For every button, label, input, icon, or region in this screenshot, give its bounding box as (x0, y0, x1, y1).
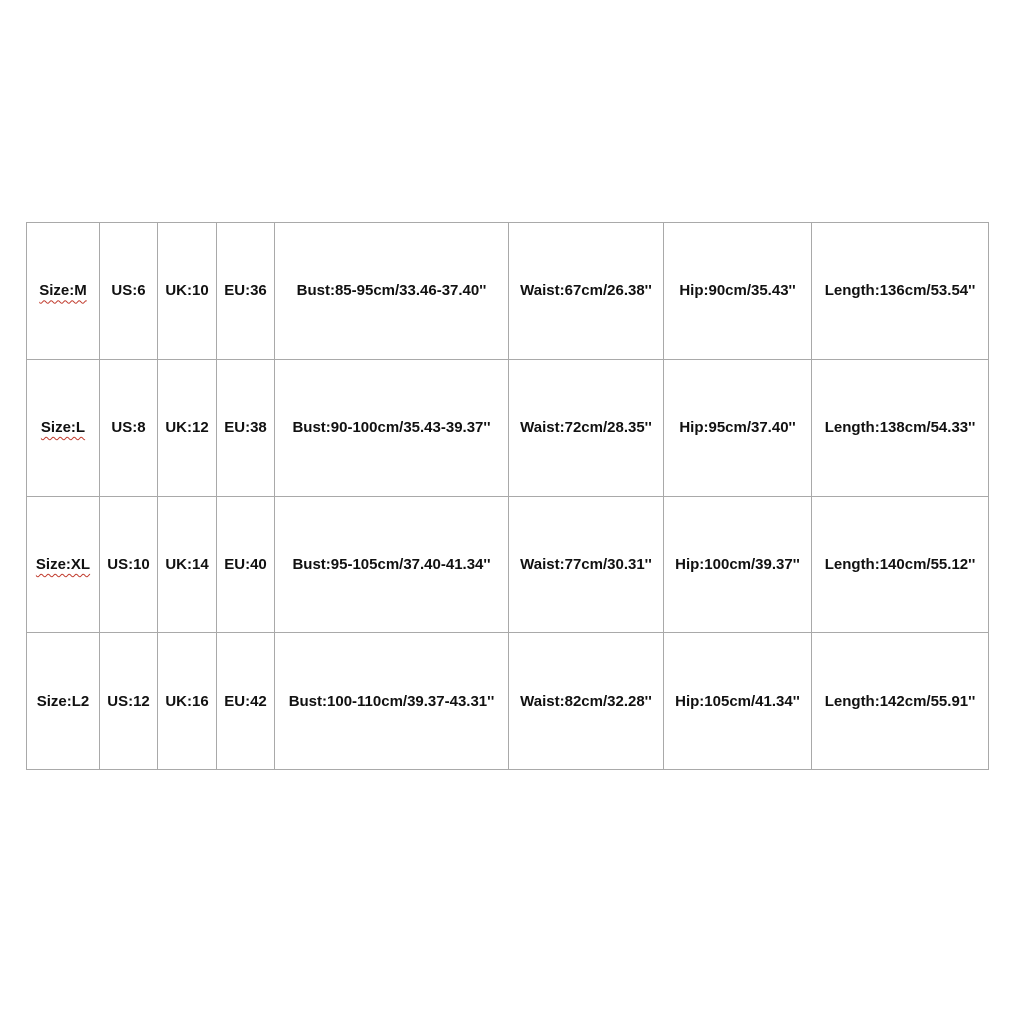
bust-cell: Bust:85-95cm/33.46-37.40'' (275, 223, 509, 360)
size-chart-table (26, 222, 989, 770)
size-cell (27, 223, 100, 360)
us-size-cell: US:10 (100, 496, 158, 633)
waist-cell: Waist:67cm/26.38'' (509, 223, 664, 360)
eu-size-cell: EU:42 (217, 633, 275, 770)
waist-cell: Waist:77cm/30.31'' (509, 496, 664, 633)
eu-size-cell: EU:38 (217, 359, 275, 496)
table-row (27, 359, 989, 496)
size-label: Size:L (40, 419, 86, 437)
us-size-cell: US:12 (100, 633, 158, 770)
eu-size-cell: EU:36 (217, 223, 275, 360)
size-label: Size:XL (35, 555, 91, 573)
table-row (27, 223, 989, 360)
size-cell (27, 359, 100, 496)
length-cell: Length:142cm/55.91'' (812, 633, 989, 770)
size-label: Size:M (39, 282, 87, 300)
size-cell (27, 496, 100, 633)
eu-size-cell: EU:40 (217, 496, 275, 633)
uk-size-cell: UK:10 (158, 223, 217, 360)
table-row (27, 633, 989, 770)
waist-cell: Waist:82cm/32.28'' (509, 633, 664, 770)
table-row (27, 496, 989, 633)
bust-cell: Bust:90-100cm/35.43-39.37'' (275, 359, 509, 496)
length-cell: Length:136cm/53.54'' (812, 223, 989, 360)
uk-size-cell: UK:16 (158, 633, 217, 770)
size-cell (27, 633, 100, 770)
us-size-cell: US:6 (100, 223, 158, 360)
bust-cell: Bust:95-105cm/37.40-41.34'' (275, 496, 509, 633)
uk-size-cell: UK:14 (158, 496, 217, 633)
us-size-cell: US:8 (100, 359, 158, 496)
hip-cell: Hip:95cm/37.40'' (664, 359, 812, 496)
waist-cell: Waist:72cm/28.35'' (509, 359, 664, 496)
hip-cell: Hip:90cm/35.43'' (664, 223, 812, 360)
bust-cell: Bust:100-110cm/39.37-43.31'' (275, 633, 509, 770)
length-cell: Length:138cm/54.33'' (812, 359, 989, 496)
hip-cell: Hip:100cm/39.37'' (664, 496, 812, 633)
length-cell: Length:140cm/55.12'' (812, 496, 989, 633)
size-label: Size:L2 (36, 692, 90, 710)
hip-cell: Hip:105cm/41.34'' (664, 633, 812, 770)
uk-size-cell: UK:12 (158, 359, 217, 496)
